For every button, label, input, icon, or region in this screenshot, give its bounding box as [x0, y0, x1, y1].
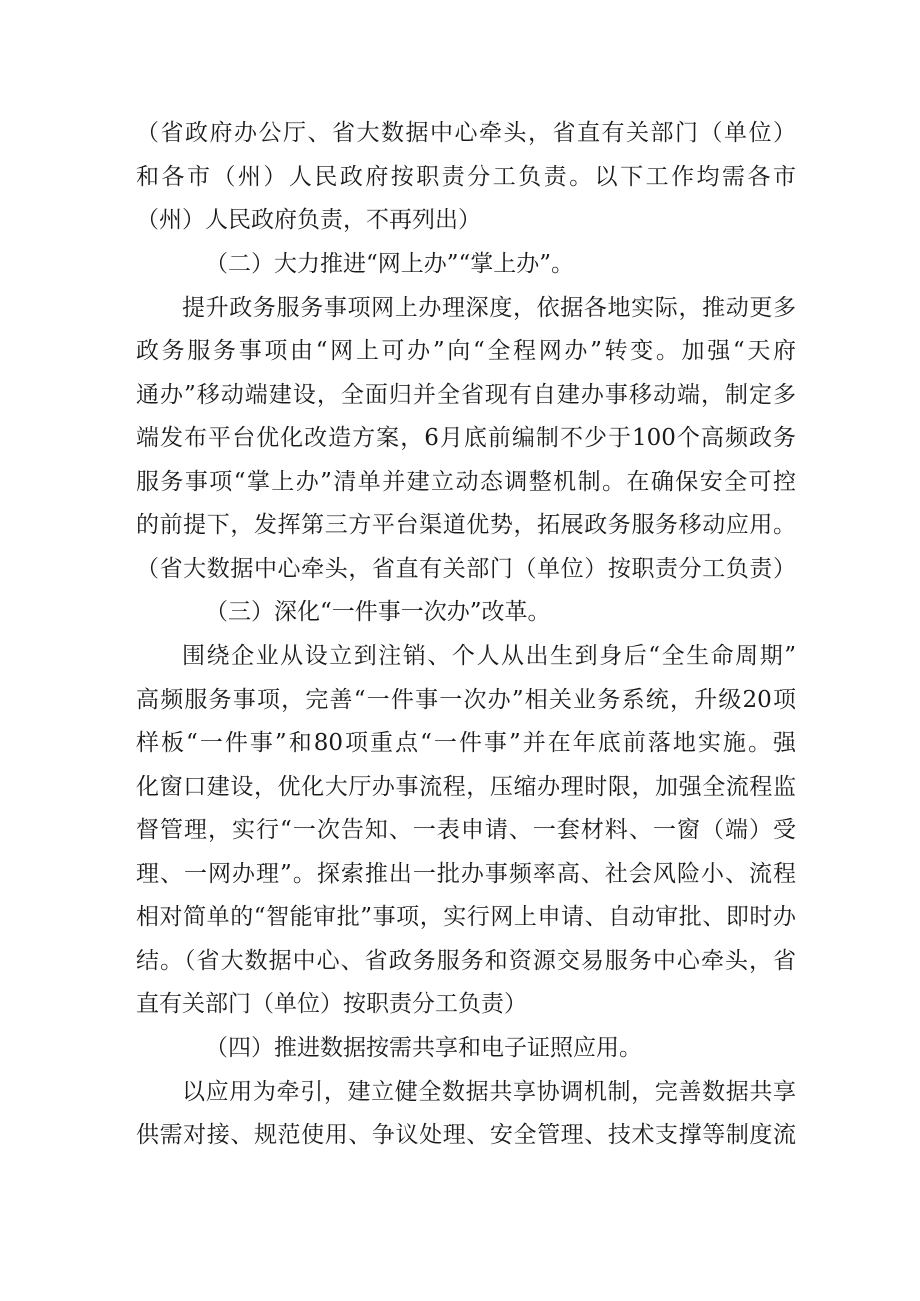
- paragraph-line-9: 服务事项“掌上办”清单并建立动态调整机制。在确保安全可控: [136, 469, 796, 495]
- paragraph-line-2: 和各市（州）人民政府按职责分工负责。以下工作均需各市: [136, 164, 796, 190]
- paragraph-line-11: （省大数据中心牵头，省直有关部门（单位）按职责分工负责）: [136, 556, 796, 582]
- paragraph-line-18: 理、一网办理”。探索推出一批办事频率高、社会风险小、流程: [136, 861, 796, 887]
- paragraph-line-19: 相对简单的“智能审批”事项，实行网上申请、自动审批、即时办: [136, 904, 796, 930]
- paragraph-line-13: 围绕企业从设立到注销、个人从出生到身后“全生命周期”: [182, 643, 796, 669]
- paragraph-line-16: 化窗口建设，优化大厅办事流程，压缩办理时限，加强全流程监: [136, 774, 796, 800]
- paragraph-line-20: 结。（省大数据中心、省政务服务和资源交易服务中心牵头，省: [136, 948, 796, 974]
- paragraph-line-1: （省政府办公厅、省大数据中心牵头，省直有关部门（单位）: [136, 120, 796, 146]
- paragraph-line-17: 督管理，实行“一次告知、一表申请、一套材料、一窗（端）受: [136, 817, 796, 843]
- paragraph-line-10: 的前提下，发挥第三方平台渠道优势，拓展政务服务移动应用。: [136, 512, 796, 538]
- paragraph-line-3: （州）人民政府负责，不再列出）: [136, 207, 481, 233]
- paragraph-line-8: 端发布平台优化改造方案，6月底前编制不少于100个高频政务: [136, 425, 796, 451]
- paragraph-line-7: 通办”移动端建设，全面归并全省现有自建办事移动端，制定多: [136, 382, 796, 408]
- section-heading-4: （四）推进数据按需共享和电子证照应用。: [205, 1035, 642, 1061]
- paragraph-line-21: 直有关部门（单位）按职责分工负责）: [136, 991, 527, 1017]
- paragraph-line-24: 供需对接、规范使用、争议处理、安全管理、技术支撑等制度流: [136, 1122, 796, 1148]
- paragraph-line-5: 提升政务服务事项网上办理深度，依据各地实际，推动更多: [182, 295, 796, 321]
- section-heading-2: （二）大力推进“网上办”“掌上办”。: [205, 251, 575, 277]
- paragraph-line-14: 高频服务事项，完善“一件事一次办”相关业务系统，升级20项: [136, 687, 796, 713]
- paragraph-line-15: 样板“一件事”和80项重点“一件事”并在年底前落地实施。强: [136, 730, 796, 756]
- section-heading-3: （三）深化“一件事一次办”改革。: [205, 599, 551, 625]
- paragraph-line-23: 以应用为牵引，建立健全数据共享协调机制，完善数据共享: [182, 1079, 796, 1105]
- paragraph-line-6: 政务服务事项由“网上可办”向“全程网办”转变。加强“天府: [136, 338, 796, 364]
